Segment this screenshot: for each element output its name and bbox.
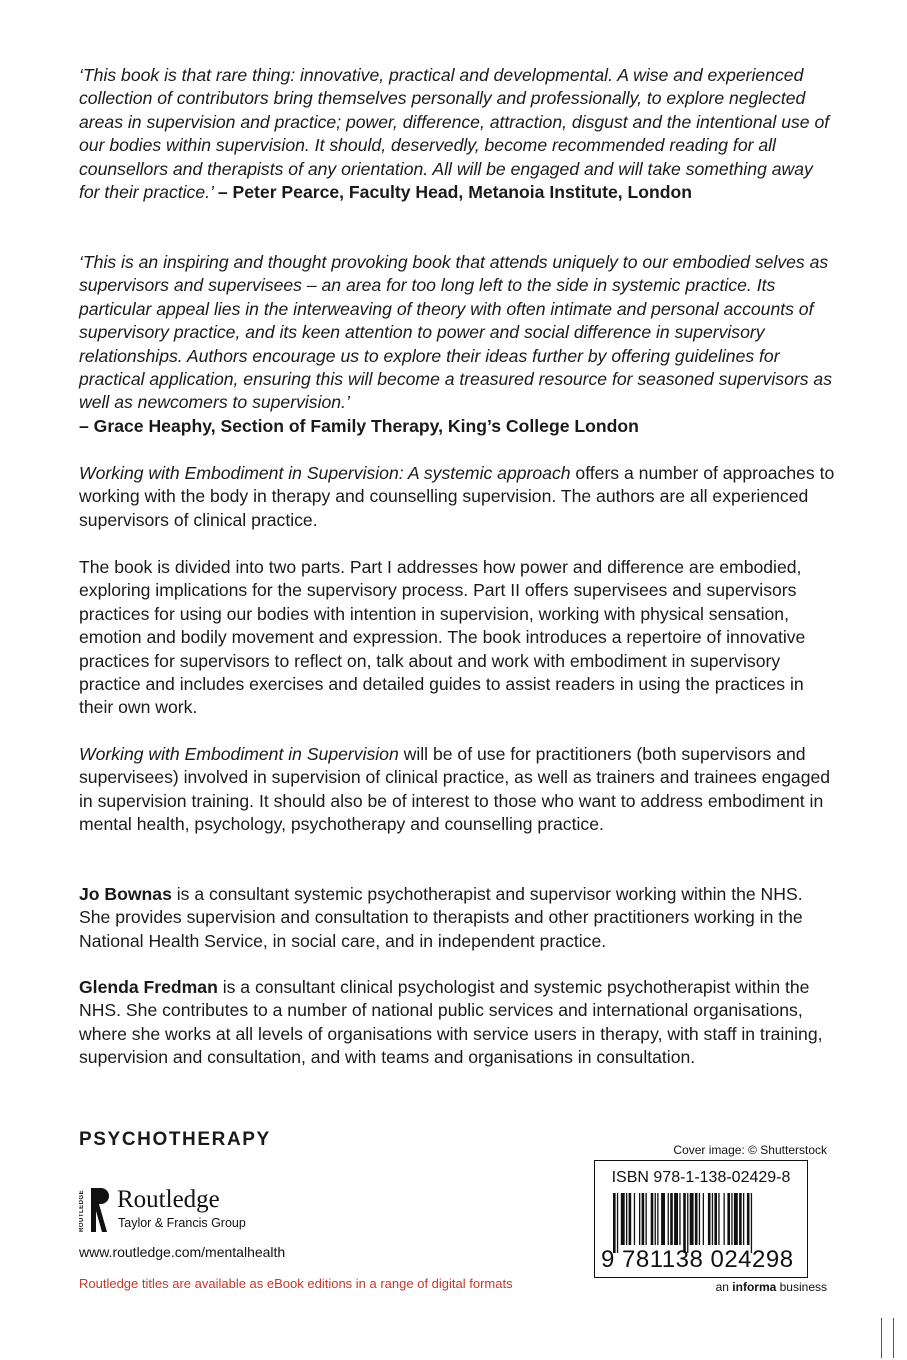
- publisher-logo: [79, 1186, 339, 1236]
- barcode-bar: [617, 1193, 618, 1253]
- barcode-bar: [661, 1193, 665, 1245]
- barcode-bar: [613, 1193, 616, 1253]
- description-paragraph-2: [79, 556, 835, 720]
- barcode-bar: [718, 1193, 719, 1245]
- crop-marks: [879, 1318, 899, 1358]
- quote-2-text: ‘This is an inspiring and thought provoking book that attends uniquely to our embodied selves as supervisors and supervisees – an area for too long left to the side in systemic practice. Its particular appeal lies in the interweaving of theory with often intimate and personal accounts of supervisory practice, and its keen attention to power and social difference in supervisory relationships. Authors encourage us to explore their ideas further by offering guidelines for practical application, ensuring this will become a treasured resource for seasoned supervisors as well as newcomers to supervision.’: [79, 252, 833, 413]
- barcode-bar: [731, 1193, 732, 1245]
- barcode-bar: [734, 1193, 738, 1245]
- informa-prefix: an: [715, 1280, 733, 1294]
- quote-1-attribution: – Peter Pearce, Faculty Head, Metanoia Institute, London: [217, 182, 693, 203]
- barcode-bar: [639, 1193, 640, 1245]
- endorsement-quote-1: [79, 64, 835, 204]
- barcode-bar: [747, 1193, 750, 1245]
- publisher-name: Routledge: [117, 1186, 220, 1213]
- publisher-url[interactable]: www.routledge.com/mentalhealth: [79, 1244, 286, 1260]
- barcode-bar: [655, 1193, 656, 1245]
- barcode-bar: [683, 1193, 686, 1253]
- barcode-bar: [739, 1193, 742, 1245]
- ebook-note: Routledge titles are available as eBook editions in a range of digital formats: [79, 1276, 513, 1291]
- book-title-italic: Working with Embodiment in Supervision: A systemic approach: [79, 463, 571, 483]
- description-paragraph-3: [79, 743, 835, 837]
- logo-vertical-text: ROUTLEDGE: [79, 1189, 85, 1232]
- cover-image-credit: Cover image: © Shutterstock: [673, 1143, 827, 1157]
- barcode-bar: [626, 1193, 627, 1245]
- barcode-bar: [634, 1193, 635, 1245]
- author-bio-2: [79, 976, 835, 1070]
- barcode-bar: [727, 1193, 730, 1245]
- barcode-bar: [657, 1193, 658, 1245]
- crop-mark-line: [881, 1318, 882, 1358]
- barcode-bar: [646, 1193, 647, 1245]
- subject-category: PSYCHOTHERAPY: [79, 1129, 271, 1150]
- barcode-bar: [621, 1193, 625, 1245]
- author-bio-1: [79, 883, 835, 953]
- barcode-bar: [743, 1193, 744, 1245]
- author-2-name: Glenda Fredman: [79, 977, 218, 997]
- barcode-bar: [651, 1193, 654, 1245]
- barcode-bar: [679, 1193, 680, 1245]
- endorsement-quote-2: [79, 251, 835, 438]
- barcode-bar: [687, 1193, 688, 1253]
- book-title-short-italic: Working with Embodiment in Supervision: [79, 744, 399, 764]
- publisher-group: Taylor & Francis Group: [118, 1216, 246, 1230]
- isbn-label: ISBN 978-1-138-02429-8: [611, 1169, 791, 1186]
- barcode-bar: [703, 1193, 704, 1245]
- barcode-bar: [642, 1193, 645, 1245]
- barcode-bar: [712, 1193, 713, 1245]
- isbn-barcode: [594, 1160, 808, 1278]
- quote-1-text: ‘This book is that rare thing: innovative, practical and developmental. A wise and experienced collection of contributors bring themselves personally and professionally, to explore neglected areas in supervision and practice; power, difference, attraction, disgust and the intentional use of our bodies within supervision. It should, deservedly, become recommended reading for all counsellors and therapists of any orientation. All will be engaged and will take something away for their practice.’: [79, 65, 830, 203]
- informa-brand: informa: [732, 1280, 777, 1294]
- quote-2-attribution: – Grace Heaphy, Section of Family Therapy, King’s College London: [79, 415, 639, 436]
- description-2-text: The book is divided into two parts. Part I addresses how power and difference are embodied, exploring implications for the supervisory process. Part II offers supervisees and supervisors practices for using our bodies with intention in supervision, working with physical sensation, emotion and bodily movement and expression. The book introduces a repertoire of innovative practices for supervisors to reflect on, talk about and work with embodiment in supervisory practice and includes exercises and detailed guides to assist readers in using the practices in their own work.: [79, 557, 806, 718]
- barcode-bar: [724, 1193, 725, 1245]
- barcode-bar: [695, 1193, 698, 1245]
- barcode-bar: [674, 1193, 678, 1245]
- barcode-bar: [670, 1193, 673, 1245]
- description-1-text: offers a number of approaches to working with the body in therapy and counselling supervision. The authors are all experienced supervisors of clinical practice.: [79, 463, 835, 530]
- barcode-bar: [714, 1193, 717, 1245]
- author-1-name: Jo Bownas: [79, 884, 172, 904]
- description-3-text: will be of use for practitioners (both supervisors and supervisees) involved in supervision of clinical practice, as well as trainers and trainees engaged in supervision training. It should also be of interest to those who want to address embodiment in mental health, psychology, psychotherapy and counselling practice.: [79, 744, 831, 835]
- barcode-bar: [708, 1193, 711, 1245]
- author-1-bio: is a consultant systemic psychotherapist and supervisor working within the NHS. She provides supervision and consultation to therapists and other practitioners working in the National Health Service, in social care, and in independent practice.: [79, 884, 803, 951]
- barcode-digits: 9 781138 024298: [601, 1246, 794, 1273]
- informa-suffix: business: [776, 1280, 827, 1294]
- barcode-bar: [629, 1193, 632, 1245]
- crop-mark-line: [893, 1318, 894, 1358]
- description-paragraph-1: [79, 462, 835, 532]
- barcode-bar: [699, 1193, 700, 1245]
- barcode-bar: [751, 1193, 752, 1253]
- informa-note: [716, 1280, 827, 1294]
- barcode-bar: [668, 1193, 669, 1245]
- author-2-bio: is a consultant clinical psychologist and systemic psychotherapist within the NHS. She contributes to a number of national public services and international organisations, where she works at all levels of organisations with service users in therapy, with staff in training, supervision and consultation, and with teams and organisations in consultation.: [79, 977, 823, 1068]
- barcode-bar: [690, 1193, 694, 1245]
- barcode-icon: [609, 1193, 795, 1253]
